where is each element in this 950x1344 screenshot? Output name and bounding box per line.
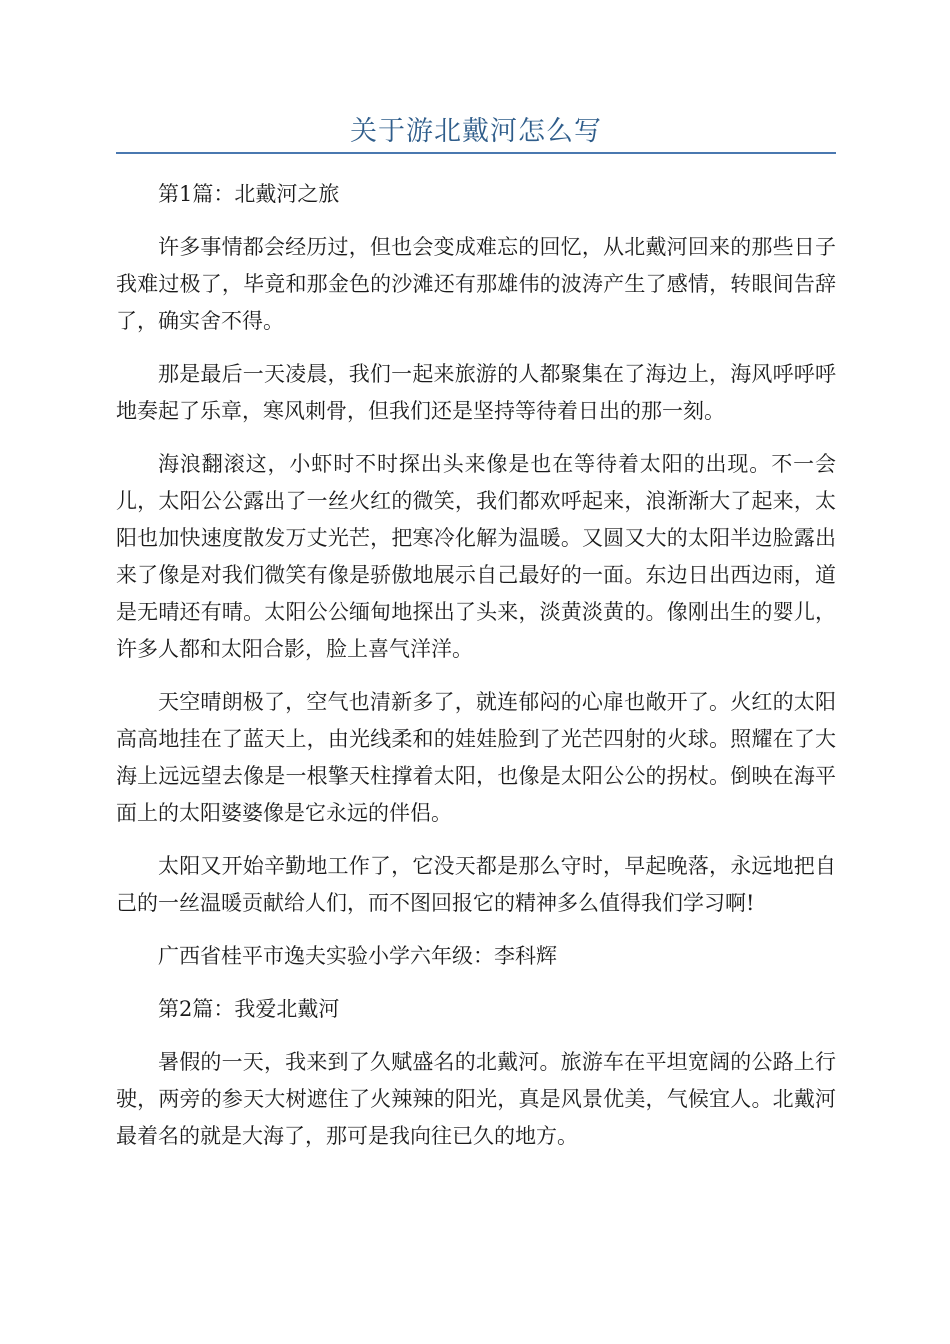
- paragraph: 那是最后一天凌晨，我们一起来旅游的人都聚集在了海边上，海风呼呼呼地奏起了乐章，寒风刺骨，但我们还是坚持等待着日出的那一刻。: [116, 362, 836, 423]
- paragraph: 许多事情都会经历过，但也会变成难忘的回忆，从北戴河回来的那些日子我难过极了，毕竟和那金色的沙滩还有那雄伟的波涛产生了感情，转眼间告辞了，确实舍不得。: [116, 235, 836, 333]
- paragraph: 太阳又开始辛勤地工作了，它没天都是那么守时，早起晚落，永远地把自己的一丝温暖贡献给人们，而不图回报它的精神多么值得我们学习啊!: [116, 854, 836, 915]
- document-body: [116, 176, 836, 1155]
- document-title: 关于游北戴河怎么写: [350, 116, 602, 147]
- paragraph: 天空晴朗极了，空气也清新多了，就连郁闷的心扉也敞开了。火红的太阳高高地挂在了蓝天上，由光线柔和的娃娃脸到了光芒四射的火球。照耀在了大海上远远望去像是一根擎天柱撑着太阳，也像是太阳公公的拐杖。倒映在海平面上的太阳婆婆像是它永远的伴侣。: [116, 690, 836, 825]
- document-page: [116, 0, 836, 1171]
- section-heading-1: 第1篇：北戴河之旅: [158, 182, 340, 206]
- title-underline: [116, 152, 836, 154]
- author-line: 广西省桂平市逸夫实验小学六年级：李科辉: [158, 944, 557, 968]
- section-heading-2: 第2篇：我爱北戴河: [158, 997, 340, 1021]
- paragraph: 暑假的一天，我来到了久赋盛名的北戴河。旅游车在平坦宽阔的公路上行驶，两旁的参天大树遮住了火辣辣的阳光，真是风景优美，气候宜人。北戴河最着名的就是大海了，那可是我向往已久的地方。: [116, 1050, 836, 1148]
- paragraph: 海浪翻滚这，小虾时不时探出头来像是也在等待着太阳的出现。不一会儿，太阳公公露出了一丝火红的微笑，我们都欢呼起来，浪渐渐大了起来，太阳也加快速度散发万丈光芒，把寒冷化解为温暖。又圆又大的太阳半边脸露出来了像是对我们微笑有像是骄傲地展示自己最好的一面。东边日出西边雨，道是无晴还有晴。太阳公公缅甸地探出了头来，淡黄淡黄的。像刚出生的婴儿，许多人都和太阳合影，脸上喜气洋洋。: [116, 452, 836, 661]
